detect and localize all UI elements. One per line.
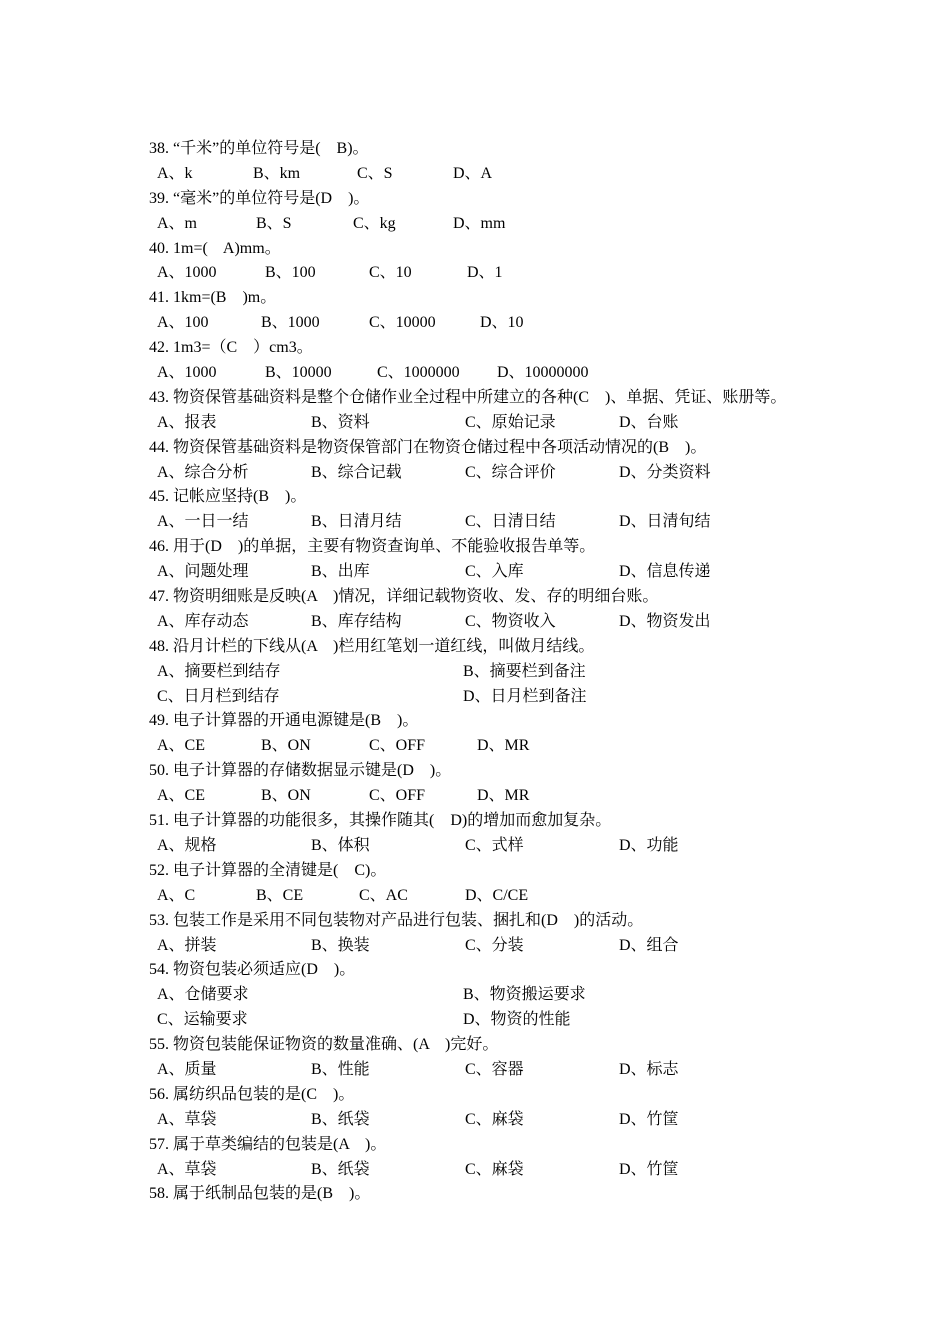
question-text: 50. 电子计算器的存储数据显示键是(D )。 bbox=[149, 762, 452, 780]
question-text: 42. 1m3=（C ）cm3。 bbox=[149, 339, 313, 357]
option-c: C、原始记录 bbox=[465, 413, 556, 431]
option-b: B、换装 bbox=[311, 936, 370, 954]
options-row bbox=[149, 162, 849, 187]
option-c: C、式样 bbox=[465, 836, 524, 854]
options-row bbox=[149, 261, 849, 286]
options-row bbox=[149, 1058, 849, 1083]
option-d: D、台账 bbox=[619, 413, 679, 431]
question-text: 45. 记帐应坚持(B )。 bbox=[149, 488, 307, 506]
option-c: C、AC bbox=[359, 886, 408, 904]
option-a: A、质量 bbox=[157, 1060, 217, 1078]
option-c: C、kg bbox=[353, 214, 396, 232]
option-a: A、k bbox=[157, 164, 193, 182]
option-b: B、纸袋 bbox=[311, 1110, 370, 1128]
option-a: A、库存动态 bbox=[157, 612, 249, 630]
options-row bbox=[149, 610, 849, 635]
options-row bbox=[149, 934, 849, 959]
option-c: C、OFF bbox=[369, 737, 426, 755]
option-b: B、100 bbox=[265, 264, 316, 282]
option-d: D、A bbox=[453, 164, 493, 182]
option-b: B、CE bbox=[256, 886, 304, 904]
option-a: A、CE bbox=[157, 787, 206, 805]
question-text: 41. 1km=(B )m。 bbox=[149, 289, 277, 307]
option-b: B、1000 bbox=[261, 314, 320, 332]
option-b: B、摘要栏到备注 bbox=[463, 662, 586, 680]
option-a: A、规格 bbox=[157, 836, 217, 854]
options-row bbox=[149, 884, 849, 909]
option-a: A、综合分析 bbox=[157, 463, 249, 481]
question-text: 57. 属于草类编结的包装是(A )。 bbox=[149, 1135, 387, 1153]
option-d: D、物资发出 bbox=[619, 612, 711, 630]
option-d: D、组合 bbox=[619, 936, 679, 954]
question-list bbox=[149, 137, 849, 1207]
option-a: A、草袋 bbox=[157, 1160, 217, 1178]
option-c: C、日清日结 bbox=[465, 513, 556, 531]
option-c: C、容器 bbox=[465, 1060, 524, 1078]
option-d: D、日月栏到备注 bbox=[463, 687, 587, 705]
option-b: B、资料 bbox=[311, 413, 370, 431]
option-d: D、竹筐 bbox=[619, 1110, 679, 1128]
options-row bbox=[149, 660, 849, 685]
option-a: A、草袋 bbox=[157, 1110, 217, 1128]
option-d: D、分类资料 bbox=[619, 463, 711, 481]
option-a: A、C bbox=[157, 886, 196, 904]
options-row bbox=[149, 834, 849, 859]
question-text: 39. “毫米”的单位符号是(D )。 bbox=[149, 189, 370, 207]
option-a: A、仓储要求 bbox=[157, 986, 249, 1004]
option-c: C、10 bbox=[369, 264, 412, 282]
option-b: B、ON bbox=[261, 737, 311, 755]
option-b: B、10000 bbox=[265, 364, 332, 382]
option-c: C、运输要求 bbox=[157, 1011, 248, 1029]
option-b: B、综合记载 bbox=[311, 463, 402, 481]
options-row bbox=[149, 560, 849, 585]
option-b: B、库存结构 bbox=[311, 612, 402, 630]
question-text: 58. 属于纸制品包装的是(B )。 bbox=[149, 1185, 371, 1203]
question-text: 55. 物资包装能保证物资的数量准确、(A )完好。 bbox=[149, 1036, 499, 1054]
question-text: 51. 电子计算器的功能很多，其操作随其( D)的增加而愈加复杂。 bbox=[149, 812, 612, 830]
question-text: 38. “千米”的单位符号是( B)。 bbox=[149, 140, 369, 157]
option-d: D、mm bbox=[453, 214, 506, 232]
option-a: A、1000 bbox=[157, 264, 217, 282]
option-c: C、10000 bbox=[369, 314, 436, 332]
option-b: B、体积 bbox=[311, 836, 370, 854]
option-d: D、1 bbox=[467, 264, 503, 282]
question-text: 46. 用于(D )的单据，主要有物资查询单、不能验收报告单等。 bbox=[149, 538, 596, 556]
option-d: D、竹筐 bbox=[619, 1160, 679, 1178]
option-a: A、m bbox=[157, 214, 198, 232]
option-d: D、功能 bbox=[619, 836, 679, 854]
option-a: A、问题处理 bbox=[157, 563, 249, 581]
options-row bbox=[149, 461, 849, 486]
question-text: 44. 物资保管基础资料是物资保管部门在物资仓储过程中各项活动情况的(B )。 bbox=[149, 438, 707, 456]
option-a: A、1000 bbox=[157, 364, 217, 382]
question-text: 40. 1m=( A)mm。 bbox=[149, 239, 281, 257]
options-row bbox=[149, 1108, 849, 1133]
option-c: C、入库 bbox=[465, 563, 524, 581]
options-row bbox=[149, 212, 849, 237]
option-c: C、OFF bbox=[369, 787, 426, 805]
option-b: B、出库 bbox=[311, 563, 370, 581]
option-c: C、1000000 bbox=[377, 364, 460, 382]
option-d: D、MR bbox=[477, 787, 530, 805]
option-c: C、综合评价 bbox=[465, 463, 556, 481]
question-text: 47. 物资明细账是反映(A )情况，详细记载物资收、发、存的明细台账。 bbox=[149, 588, 659, 606]
option-a: A、摘要栏到结存 bbox=[157, 662, 281, 680]
option-a: A、CE bbox=[157, 737, 206, 755]
options-row bbox=[149, 1008, 849, 1033]
question-text: 56. 属纺织品包装的是(C )。 bbox=[149, 1085, 355, 1103]
option-b: B、物资搬运要求 bbox=[463, 986, 586, 1004]
option-b: B、性能 bbox=[311, 1060, 370, 1078]
option-c: C、分装 bbox=[465, 936, 524, 954]
option-b: B、S bbox=[256, 214, 292, 232]
option-d: D、MR bbox=[477, 737, 530, 755]
question-text: 43. 物资保管基础资料是整个仓储作业全过程中所建立的各种(C )、单据、凭证、账册等。 bbox=[149, 388, 787, 406]
options-row bbox=[149, 411, 849, 436]
option-c: C、麻袋 bbox=[465, 1160, 524, 1178]
question-text: 52. 电子计算器的全清键是( C)。 bbox=[149, 861, 387, 879]
option-d: D、标志 bbox=[619, 1060, 679, 1078]
options-row bbox=[149, 311, 849, 336]
option-c: C、物资收入 bbox=[465, 612, 556, 630]
option-b: B、纸袋 bbox=[311, 1160, 370, 1178]
options-row bbox=[149, 685, 849, 710]
options-row bbox=[149, 1158, 849, 1183]
option-d: D、日清旬结 bbox=[619, 513, 711, 531]
option-b: B、km bbox=[253, 164, 301, 182]
option-a: A、报表 bbox=[157, 413, 217, 431]
options-row bbox=[149, 784, 849, 809]
option-b: B、ON bbox=[261, 787, 311, 805]
question-text: 48. 沿月计栏的下线从(A )栏用红笔划一道红线，叫做月结线。 bbox=[149, 637, 595, 655]
question-text: 54. 物资包装必须适应(D )。 bbox=[149, 961, 356, 979]
options-row bbox=[149, 734, 849, 759]
option-d: D、信息传递 bbox=[619, 563, 711, 581]
options-row bbox=[149, 983, 849, 1008]
option-c: C、S bbox=[357, 164, 393, 182]
option-d: D、物资的性能 bbox=[463, 1011, 571, 1029]
question-text: 49. 电子计算器的开通电源键是(B )。 bbox=[149, 712, 419, 730]
option-a: A、拼装 bbox=[157, 936, 217, 954]
option-a: A、一日一结 bbox=[157, 513, 249, 531]
options-row bbox=[149, 510, 849, 535]
option-c: C、麻袋 bbox=[465, 1110, 524, 1128]
option-b: B、日清月结 bbox=[311, 513, 402, 531]
option-d: D、C/CE bbox=[465, 886, 529, 904]
option-a: A、100 bbox=[157, 314, 209, 332]
option-c: C、日月栏到结存 bbox=[157, 687, 280, 705]
options-row bbox=[149, 361, 849, 386]
option-d: D、10000000 bbox=[497, 364, 589, 382]
question-text: 53. 包装工作是采用不同包装物对产品进行包装、捆扎和(D )的活动。 bbox=[149, 911, 644, 929]
option-d: D、10 bbox=[480, 314, 524, 332]
